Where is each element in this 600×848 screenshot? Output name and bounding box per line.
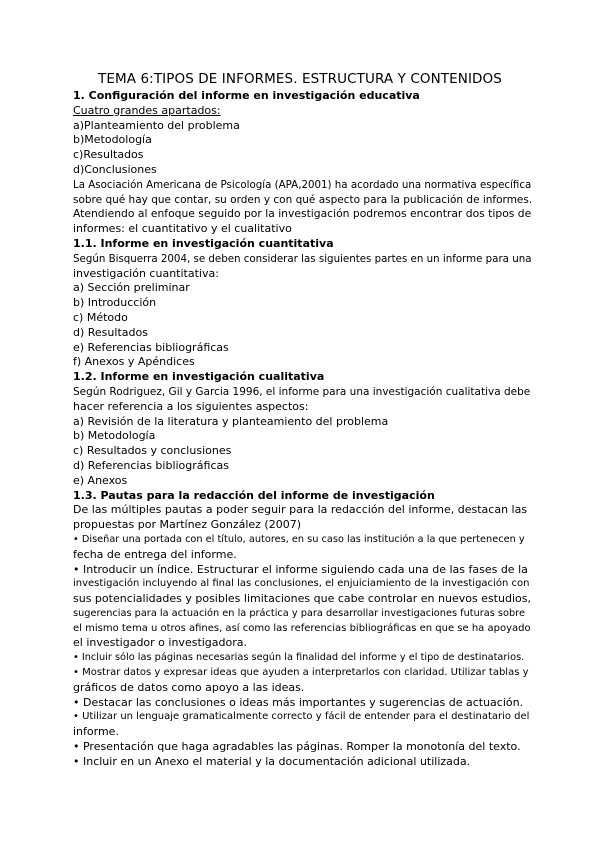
text-line: Según Rodriguez, Gil y Garcia 1996, el informe para una investigación cualitativa debe: [73, 385, 531, 398]
section-heading: 1.3. Pautas para la redacción del informe de investigación: [73, 488, 435, 502]
document-body: [73, 89, 533, 770]
text-line: investigación cuantitativa:: [73, 266, 219, 280]
text-line: el mismo tema u otros afines, así como las referencias bibliográficas en que se ha apoyado: [73, 622, 531, 634]
text-line: • Incluir sólo las páginas necesarias según la finalidad del informe y el tipo de destinatarios.: [73, 652, 525, 664]
text-line: d)Conclusiones: [73, 162, 157, 176]
text-line: c) Resultados y conclusiones: [73, 444, 232, 458]
text-line: • Presentación que haga agradables las páginas. Romper la monotonía del texto.: [73, 740, 521, 754]
text-line: d) Resultados: [73, 325, 148, 339]
text-line: sugerencias para la actuación en la práctica y para desarrollar investigaciones futuras sobre: [73, 607, 525, 619]
text-line: propuestas por Martínez González (2007): [73, 518, 302, 532]
text-line: informes: el cuantitativo y el cualitativo: [73, 222, 292, 236]
text-line: d) Referencias bibliográficas: [73, 458, 229, 472]
text-line: b) Metodología: [73, 429, 156, 443]
document-title: TEMA 6:TIPOS DE INFORMES. ESTRUCTURA Y CONTENIDOS: [98, 71, 502, 87]
text-line: f) Anexos y Apéndices: [73, 355, 195, 369]
text-line: a) Sección preliminar: [73, 281, 190, 295]
text-line: b) Introducción: [73, 296, 157, 310]
text-line: Cuatro grandes apartados:: [73, 103, 221, 117]
text-line: • Mostrar datos y expresar ideas que ayuden a interpretarlos con claridad. Utilizar tablas y: [73, 667, 529, 679]
text-line: sus potencialidades y posibles limitaciones que cabe controlar en nuevos estudios,: [73, 592, 531, 606]
text-line: c) Método: [73, 310, 128, 324]
text-line: a)Planteamiento del problema: [73, 118, 240, 132]
section-heading: 1.2. Informe en investigación cualitativa: [73, 370, 325, 384]
text-line: • Introducir un índice. Estructurar el informe siguiendo cada una de las fases de la: [73, 562, 528, 576]
text-line: informe.: [73, 725, 119, 739]
text-line: a) Revisión de la literatura y planteamiento del problema: [73, 414, 389, 428]
text-line: fecha de entrega del informe.: [73, 547, 237, 561]
text-line: La Asociación Americana de Psicología (APA,2001) ha acordado una normativa específica: [73, 178, 532, 191]
text-line: sobre qué hay que contar, su orden y con qué aspecto para la publicación de informes.: [73, 193, 533, 206]
text-line: Según Bisquerra 2004, se deben considerar las siguientes partes en un informe para una: [73, 252, 532, 265]
text-line: el investigador o investigadora.: [73, 636, 248, 650]
section-heading: 1.1. Informe en investigación cuantitativa: [73, 236, 334, 250]
text-line: c)Resultados: [73, 148, 144, 162]
text-line: e) Referencias bibliográficas: [73, 340, 229, 354]
text-line: hacer referencia a los siguientes aspectos:: [73, 399, 309, 413]
text-line: e) Anexos: [73, 473, 128, 487]
text-line: Atendiendo al enfoque seguido por la investigación podremos encontrar dos tipos de: [73, 207, 532, 221]
text-line: De las múltiples pautas a poder seguir para la redacción del informe, destacan las: [73, 503, 528, 517]
text-line: • Diseñar una portada con el título, autores, en su caso las institución a la que pertenecen y: [73, 533, 525, 545]
section-heading: 1. Configuración del informe en investigación educativa: [73, 89, 420, 102]
text-line: • Incluir en un Anexo el material y la documentación adicional utilizada.: [73, 754, 471, 768]
text-line: • Utilizar un lenguaje gramaticalmente correcto y fácil de entender para el destinatario del: [73, 711, 530, 723]
text-line: • Destacar las conclusiones o ideas más importantes y sugerencias de actuación.: [73, 695, 524, 709]
text-line: gráficos de datos como apoyo a las ideas.: [73, 680, 305, 694]
text-line: investigación incluyendo al final las conclusiones, el enjuiciamiento de la investigación con: [73, 578, 530, 590]
text-line: b)Metodología: [73, 133, 152, 147]
